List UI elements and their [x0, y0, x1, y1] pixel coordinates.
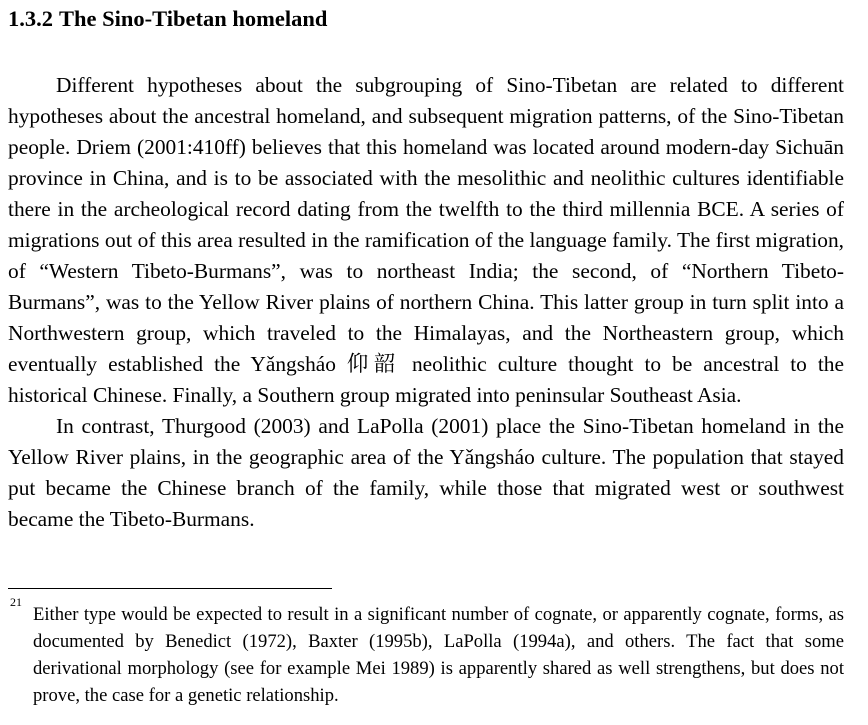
section-heading: [8, 0, 844, 33]
footnote-marker: 21: [10, 595, 22, 609]
section-number: 1.3.2: [8, 6, 53, 31]
section-title: The Sino-Tibetan homeland: [59, 6, 328, 31]
body-text: [8, 70, 844, 535]
page: [8, 0, 844, 535]
footnote-separator: [8, 588, 332, 589]
footnote: [8, 595, 844, 709]
paragraph-homeland-hypotheses: Different hypotheses about the subgrouping of Sino-Tibetan are related to different hypotheses about the ancestral homeland, and subsequent migration patterns, of the Sino-Tibetan people. Driem (2001:410ff) believes that this homeland was located around modern-day Sichuān province in China, and is to be associated with the mesolithic and neolithic cultures identifiable there in the archeological record dating from the twelfth to the third millennia BCE. A series of migrations out of this area resulted in the ramification of the language family. The first migration, of “Western Tibeto-Burmans”, was to northeast India; the second, of “Northern Tibeto-Burmans”, was to the Yellow River plains of northern China. This latter group in turn split into a Northwestern group, which traveled to the Himalayas, and the Northeastern group, which eventually established the Yǎngsháo 仰韶 neolithic culture thought to be ancestral to the historical Chinese. Finally, a Southern group migrated into peninsular Southeast Asia.: [8, 73, 844, 407]
footnote-text: Either type would be expected to result in a significant number of cognate, or apparently cognate, forms, as documented by Benedict (1972), Baxter (1995b), LaPolla (1994a), and others. The fact that some derivational morphology (see for example Mei 1989) is apparently shared as well strengthens, but does not prove, the case for a genetic relationship.: [33, 604, 844, 706]
paragraph-in-contrast: In contrast, Thurgood (2003) and LaPolla (2001) place the Sino-Tibetan homeland in the Yellow River plains, in the geographic area of the Yǎngsháo culture. The population that stayed put became the Chinese branch of the family, while those that migrated west or southwest became the Tibeto-Burmans.: [8, 414, 844, 531]
